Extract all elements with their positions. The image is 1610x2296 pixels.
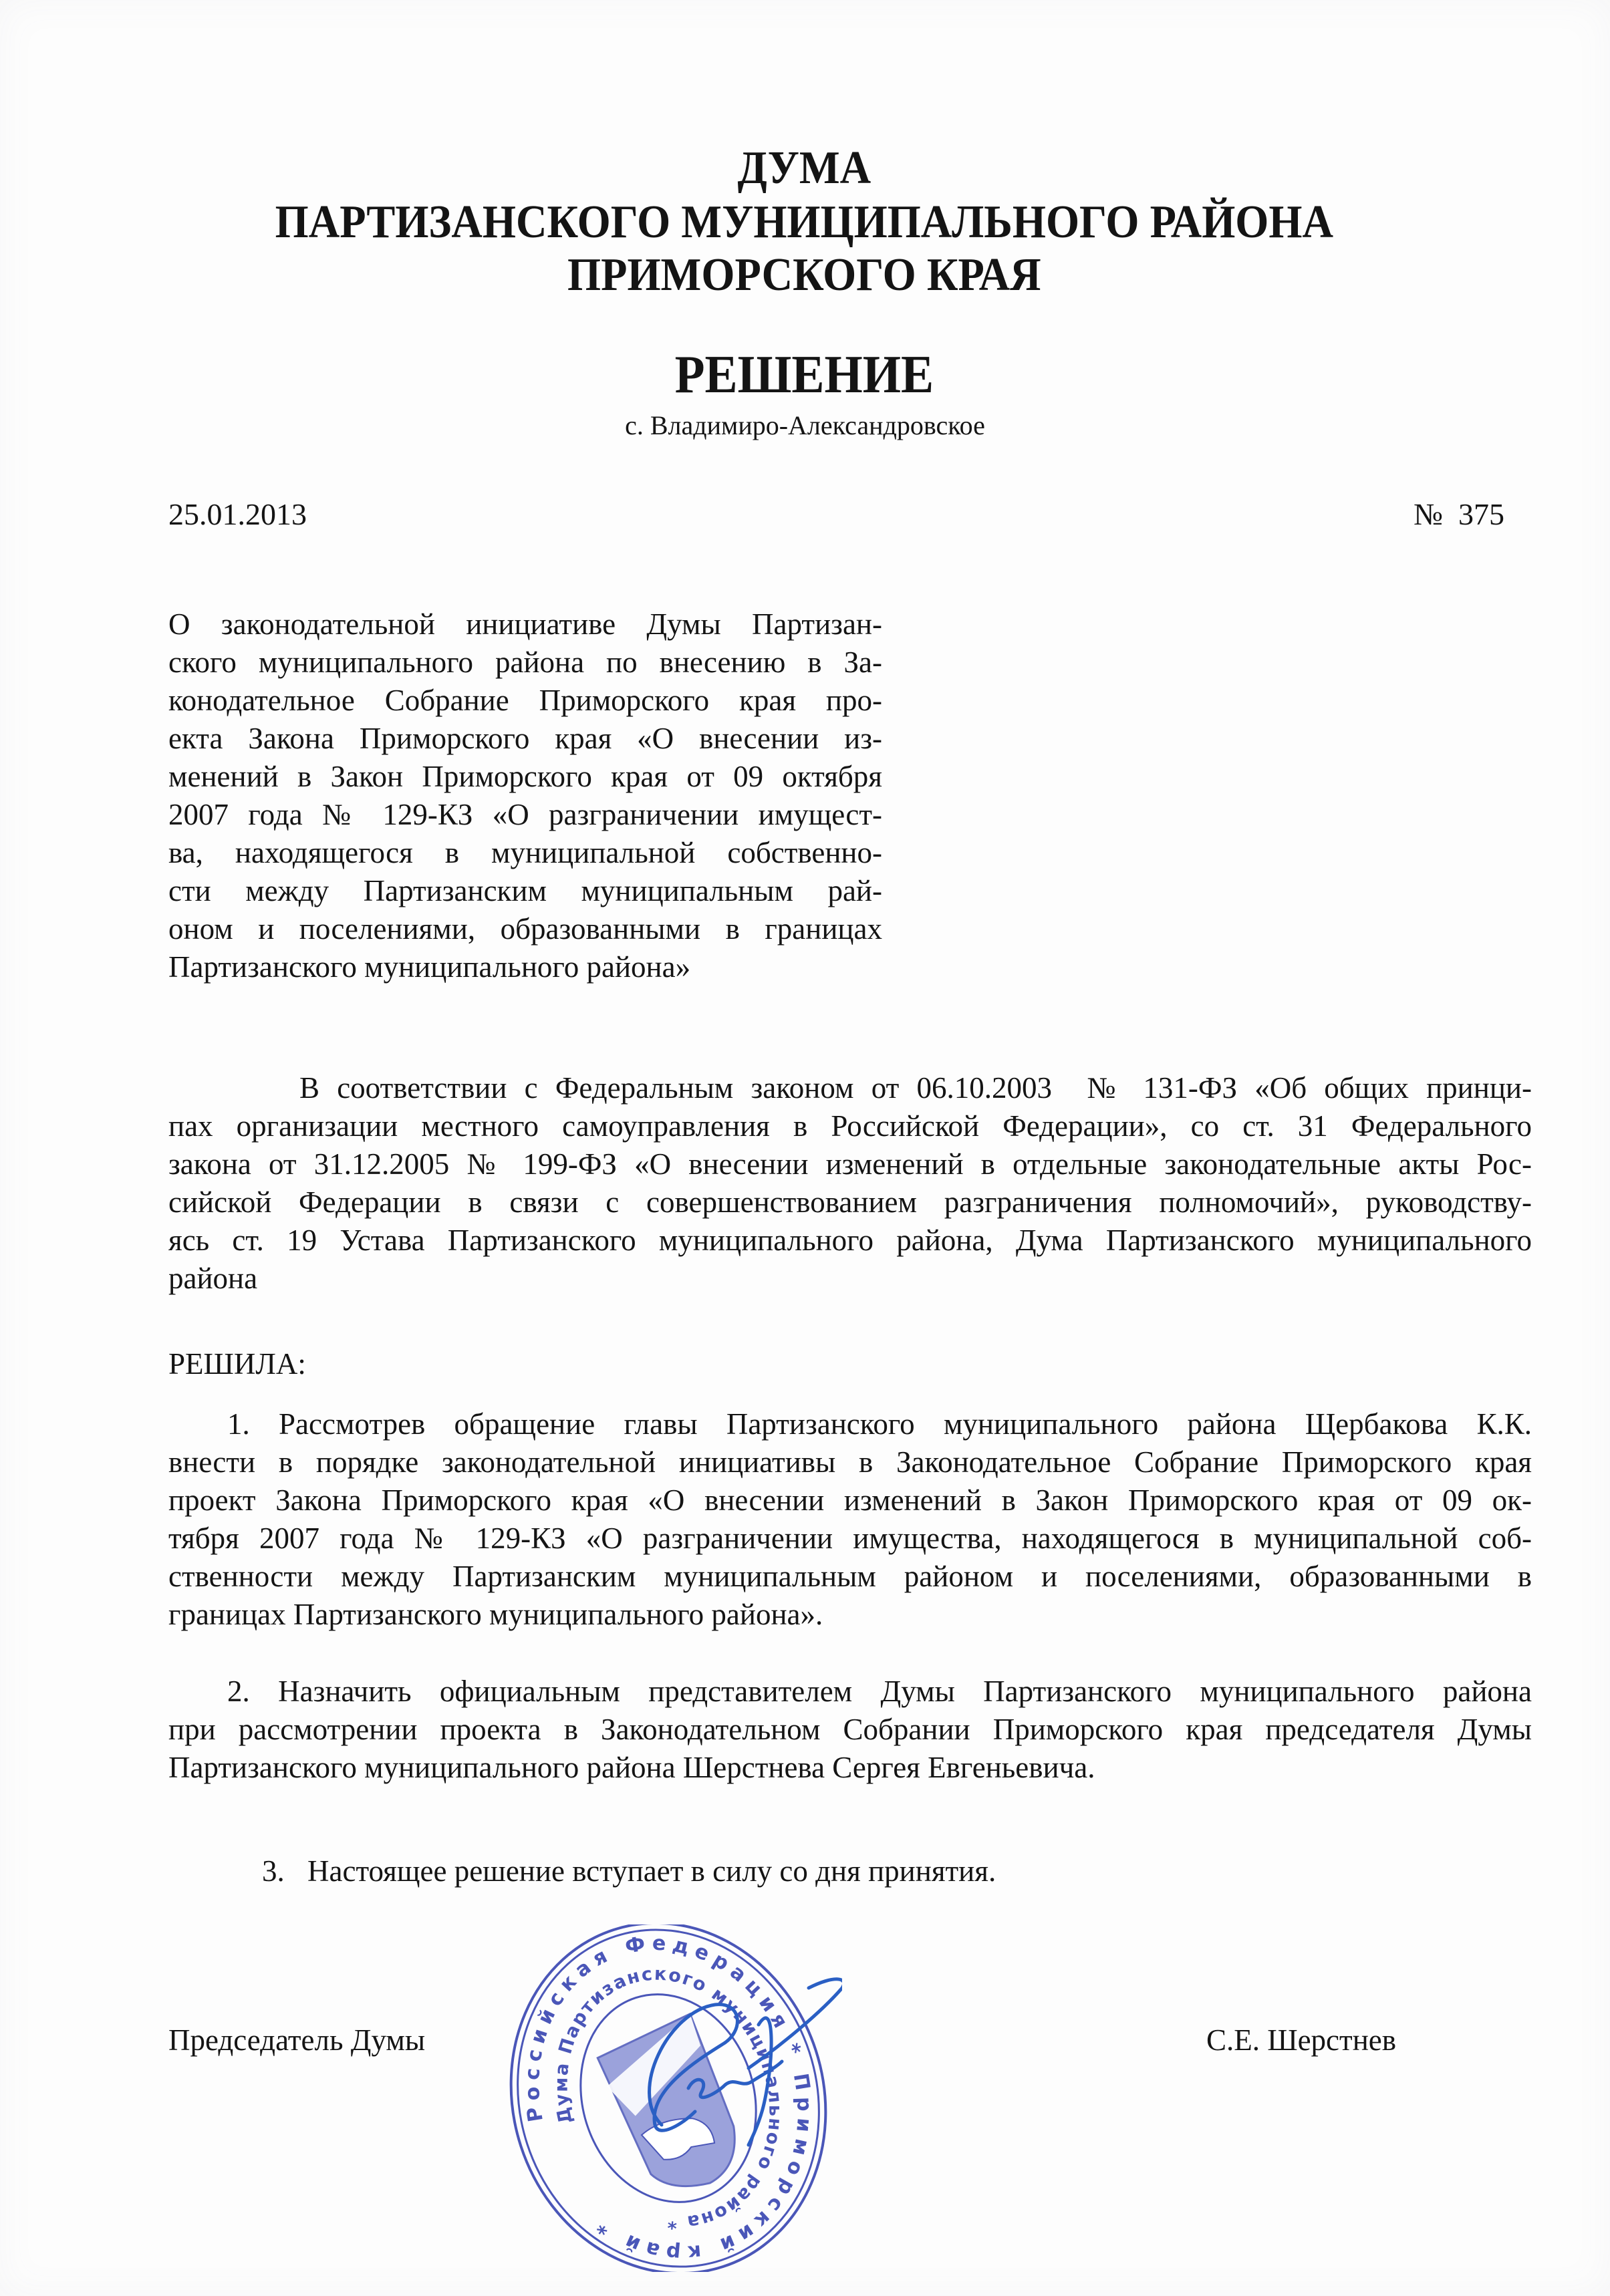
preamble-line: ясь ст. 19 Устава Партизанского муниципального района, Дума Партизанского муниципального (168, 1224, 1532, 1257)
org-title-line-1: ДУМА (737, 142, 871, 194)
item-text: Настоящее решение вступает в силу со дня принятия. (307, 1854, 996, 1888)
resolution-item-1 (168, 1405, 1532, 1634)
seal-inner-text: Дума Партизанского муниципального района * (551, 1963, 786, 2233)
subject-line: сти между Партизанским муниципальным рай- (168, 874, 882, 907)
item-line: при рассмотрении проекта в Законодательном Собрании Приморского края председателя Думы (168, 1713, 1532, 1746)
org-title-line-3: ПРИМОРСКОГО КРАЯ (567, 249, 1041, 301)
subject-line: ского муниципального района по внесению в За- (168, 645, 882, 679)
preamble-line: сийской Федерации в связи с совершенствованием разграничения полномочий», руководству- (168, 1185, 1532, 1219)
subject-line: О законодательной инициативе Думы Партизан- (168, 607, 882, 641)
preamble-line: закона от 31.12.2005 № 199-ФЗ «О внесении изменений в отдельные законодательные акты Рос- (168, 1147, 1532, 1181)
document-date: 25.01.2013 (168, 497, 307, 531)
seal-body (495, 1924, 842, 2272)
official-seal (495, 1924, 842, 2272)
subject-line: 2007 года № 129-КЗ «О разграничении имущест- (168, 798, 882, 831)
signatory-name: С.Е. Шерстнев (1206, 2023, 1396, 2057)
item-line: проект Закона Приморского края «О внесении изменений в Закон Приморского края от 09 ок- (168, 1483, 1532, 1517)
document-location: с. Владимиро-Александровское (625, 410, 985, 440)
document-number: № 375 (1414, 497, 1504, 531)
item-line: ственности между Партизанским муниципальным районом и поселениями, образованными в (168, 1560, 1532, 1593)
subject-line: оном и поселениями, образованными в границах (168, 912, 882, 946)
preamble-paragraph (168, 1069, 1532, 1298)
org-title-line-2: ПАРТИЗАНСКОГО МУНИЦИПАЛЬНОГО РАЙОНА (275, 196, 1334, 248)
subject-line: менений в Закон Приморского края от 09 октября (168, 760, 882, 793)
item-line: границах Партизанского муниципального района». (168, 1598, 823, 1631)
resolution-item-3 (262, 1852, 996, 1890)
item-line: 2. Назначить официальным представителем Думы Партизанского муниципального района (227, 1675, 1532, 1708)
subject-line: конодательное Собрание Приморского края про- (168, 684, 882, 717)
preamble-line: пах организации местного самоуправления в Российской Федерации», со ст. 31 Федерального (168, 1109, 1532, 1143)
document-type-heading: РЕШЕНИЕ (674, 345, 934, 404)
seal-outer-text: Российская Федерация * Приморский край * (521, 1931, 816, 2265)
preamble-line: района (168, 1262, 258, 1295)
preamble-line: В соответствии с Федеральным законом от 06.10.2003 № 131-ФЗ «Об общих принци- (299, 1071, 1532, 1105)
resolution-item-2 (168, 1673, 1532, 1787)
document-subject (168, 605, 882, 986)
signatory-role: Председатель Думы (168, 2023, 426, 2057)
subject-line: Партизанского муниципального района» (168, 950, 691, 984)
resolved-label: РЕШИЛА: (168, 1347, 306, 1381)
item-number: 3. (262, 1854, 285, 1888)
subject-line: екта Закона Приморского края «О внесении из- (168, 722, 882, 755)
subject-line: ва, находящегося в муниципальной собственно- (168, 836, 882, 869)
item-line: тября 2007 года № 129-КЗ «О разграничении имущества, находящегося в муниципальной соб- (168, 1522, 1532, 1555)
item-line: внести в порядке законодательной инициативы в Законодательное Собрание Приморского края (168, 1445, 1532, 1479)
item-line: 1. Рассмотрев обращение главы Партизанского муниципального района Щербакова К.К. (227, 1407, 1532, 1441)
item-line: Партизанского муниципального района Шерстнева Сергея Евгеньевича. (168, 1751, 1095, 1784)
